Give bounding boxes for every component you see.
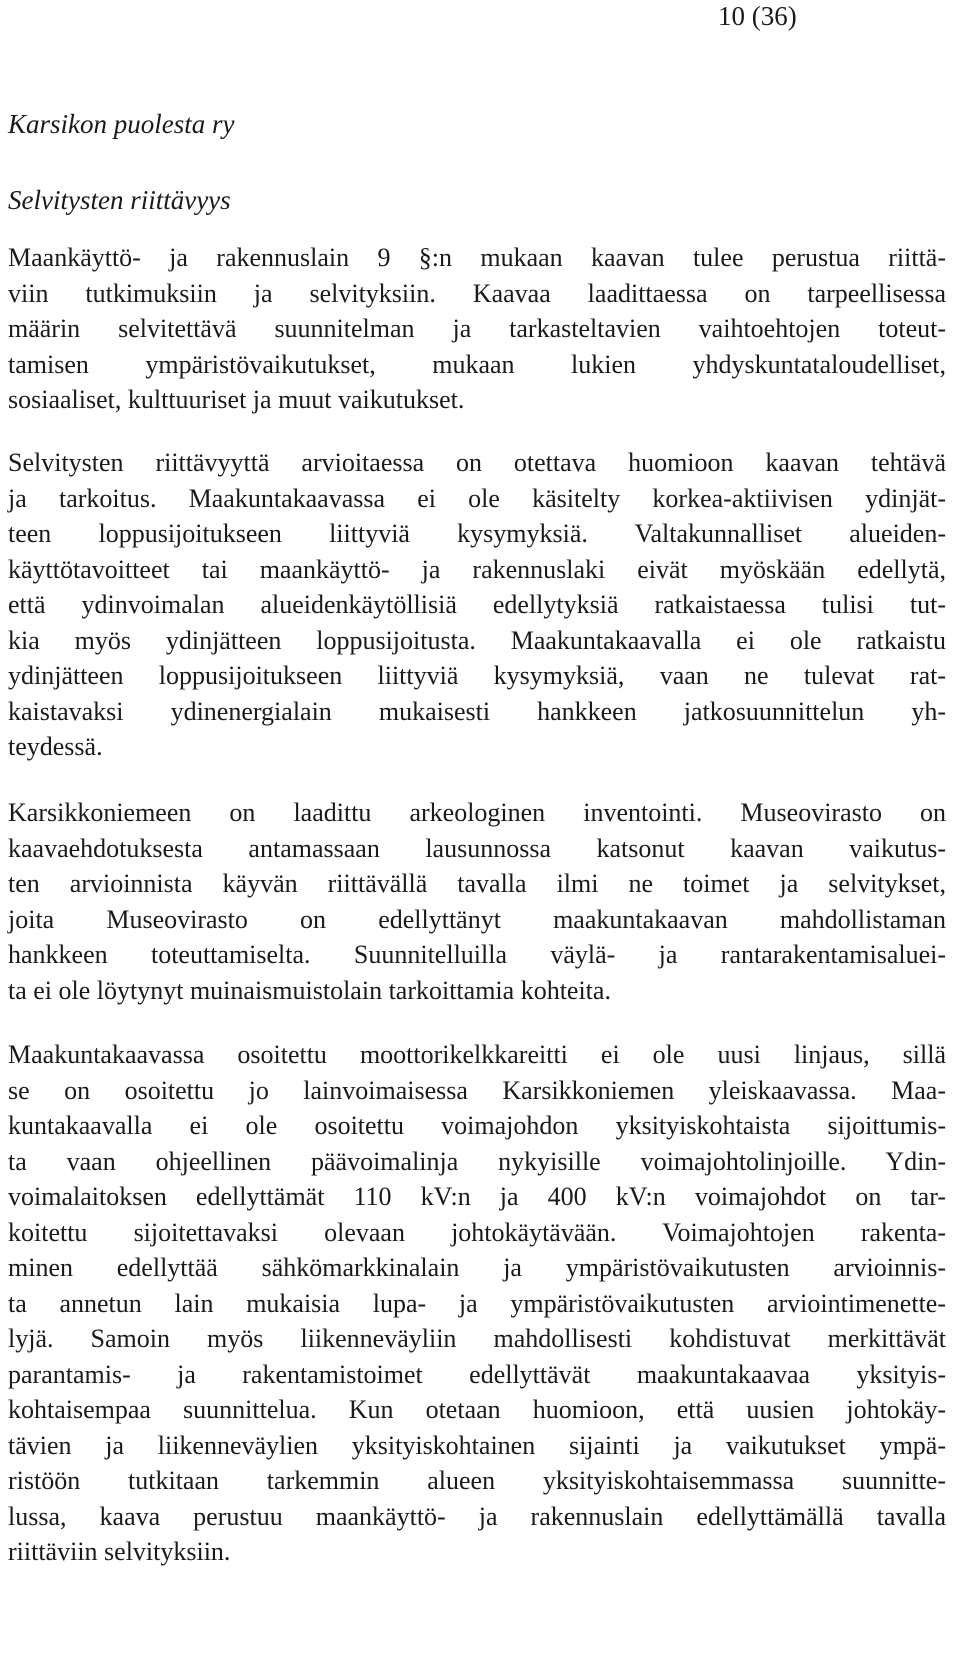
text-line: Selvitysten riittävyyttä arvioitaessa on otettava huomioon kaavan tehtävä	[8, 448, 946, 477]
text-line: kaavaehdotuksesta antamassaan lausunnossa katsonut kaavan vaikutus-	[8, 833, 946, 863]
text-line: ja tarkoitus. Maakuntakaavassa ei ole käsitelty korkea-aktiivisen ydinjät-	[8, 483, 946, 513]
text-line: lyjä. Samoin myös liikenneväyliin mahdollisesti kohdistuvat merkittävät	[8, 1324, 946, 1353]
text-line: ta ei ole löytynyt muinaismuistolain tarkoittamia kohteita.	[8, 975, 611, 1005]
text-line: tävien ja liikenneväylien yksityiskohtainen sijainti ja vaikutukset ympä-	[8, 1430, 946, 1460]
text-line: määrin selvitettävä suunnitelman ja tarkasteltavien vaihtoehtojen toteut-	[8, 314, 946, 343]
text-line: ydinjätteen loppusijoitukseen liittyviä kysymyksiä, vaan ne tulevat rat-	[8, 661, 946, 690]
text-line: ristöön tutkitaan tarkemmin alueen yksityiskohtaisemmassa suunnitte-	[8, 1466, 946, 1495]
text-line: ta vaan ohjeellinen päävoimalinja nykyisille voimajohtolinjoille. Ydin-	[8, 1146, 946, 1176]
paragraph	[8, 1037, 946, 1570]
text-line: ten arvioinnista käyvän riittävällä tavalla ilmi ne toimet ja selvitykset,	[8, 869, 946, 898]
text-line: minen edellyttää sähkömarkkinalain ja ympäristövaikutusten arvioinnis-	[8, 1253, 946, 1282]
text-line: lussa, kaava perustuu maankäyttö- ja rakennuslain edellyttämällä tavalla	[8, 1501, 946, 1531]
text-line: koitettu sijoitettavaksi olevaan johtokäytävään. Voimajohtojen rakenta-	[8, 1217, 946, 1247]
text-line: käyttötavoitteet tai maankäyttö- ja rakennuslaki eivät myöskään edellytä,	[8, 554, 946, 584]
text-line: kia myös ydinjätteen loppusijoitusta. Maakuntakaavalla ei ole ratkaistu	[8, 625, 946, 655]
text-line: joita Museovirasto on edellyttänyt maakuntakaavan mahdollistaman	[8, 904, 946, 934]
text-line: että ydinvoimalan alueidenkäytöllisiä edellytyksiä ratkaistaessa tulisi tut-	[8, 590, 946, 619]
text-line: viin tutkimuksiin ja selvityksiin. Kaavaa laadittaessa on tarpeellisessa	[8, 278, 946, 308]
text-line: Karsikkoniemeen on laadittu arkeologinen inventointi. Museovirasto on	[8, 798, 946, 827]
paragraph	[8, 240, 946, 418]
text-line: riittäviin selvityksiin.	[8, 1537, 231, 1566]
text-line: Maakuntakaavassa osoitettu moottorikelkkareitti ei ole uusi linjaus, sillä	[8, 1040, 946, 1069]
text-line: tamisen ympäristövaikutukset, mukaan lukien yhdyskuntataloudelliset,	[8, 349, 946, 379]
paragraph	[8, 445, 946, 765]
organization-heading: Karsikon puolesta ry	[8, 109, 235, 139]
text-line: parantamis- ja rakentamistoimet edellyttävät maakuntakaavaa yksityis-	[8, 1359, 946, 1389]
text-line: teen loppusijoitukseen liittyviä kysymyksiä. Valtakunnalliset alueiden-	[8, 519, 946, 548]
paragraph	[8, 795, 946, 1008]
section-title: Selvitysten riittävyys	[8, 185, 231, 215]
text-line: Maankäyttö- ja rakennuslain 9 §:n mukaan kaavan tulee perustua riittä-	[8, 243, 946, 272]
text-line: kuntakaavalla ei ole osoitettu voimajohdon yksityiskohtaista sijoittumis-	[8, 1111, 946, 1140]
text-line: voimalaitoksen edellyttämät 110 kV:n ja 400 kV:n voimajohdot on tar-	[8, 1182, 946, 1211]
text-line: kohtaisempaa suunnittelua. Kun otetaan huomioon, että uusien johtokäy-	[8, 1395, 946, 1424]
text-line: se on osoitettu jo lainvoimaisessa Karsikkoniemen yleiskaavassa. Maa-	[8, 1075, 946, 1105]
text-line: sosiaaliset, kulttuuriset ja muut vaikutukset.	[8, 385, 465, 414]
page-number: 10 (36)	[718, 1, 797, 31]
text-line: hankkeen toteuttamiselta. Suunnitelluilla väylä- ja rantarakentamisaluei-	[8, 940, 946, 969]
text-line: kaistavaksi ydinenergialain mukaisesti hankkeen jatkosuunnittelun yh-	[8, 696, 946, 726]
text-line: teydessä.	[8, 732, 103, 761]
text-line: ta annetun lain mukaisia lupa- ja ympäristövaikutusten arviointimenette-	[8, 1288, 946, 1318]
